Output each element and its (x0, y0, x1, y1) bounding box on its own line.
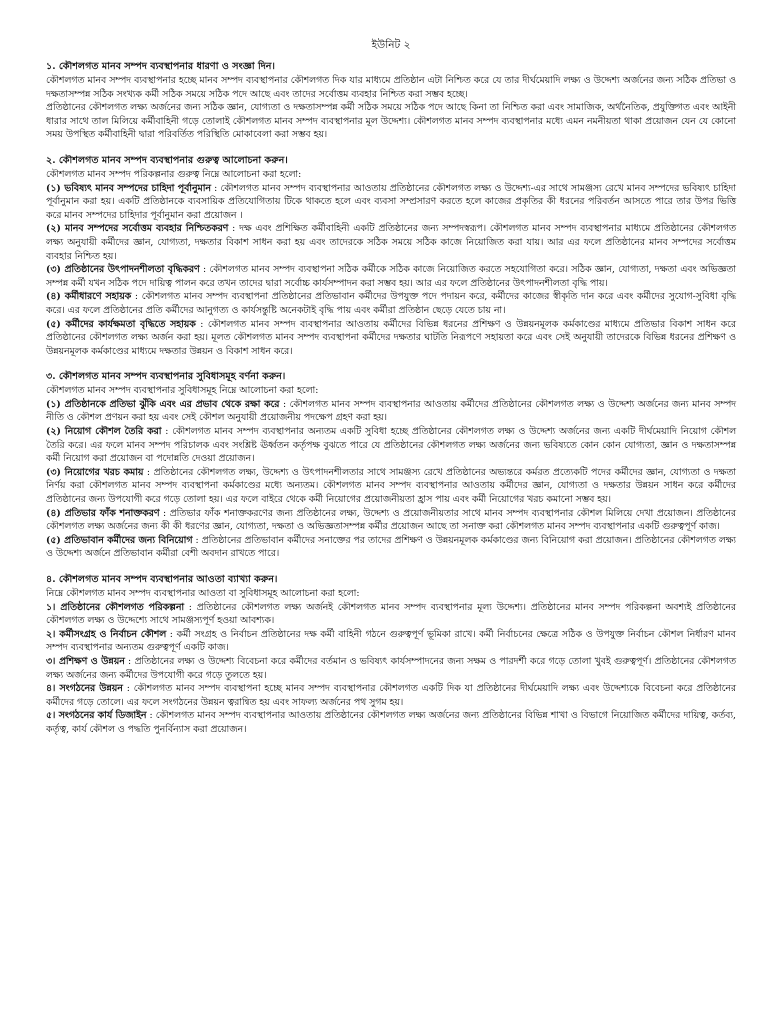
section-2-item (46, 182, 736, 223)
item-heading: ২। কর্মীসংগ্রহ ও নির্বাচন কৌশল (46, 628, 167, 640)
item-heading: (৫) কর্মীদের কার্যক্ষমতা বৃদ্ধিতে সহায়ক (46, 318, 196, 330)
section-4-item (46, 655, 736, 682)
item-body: : কর্মী সংগ্রহ ও নির্বাচন প্রতিষ্ঠানের দক্ষ কর্মী বাহিনী গঠনে গুরুত্বপূর্ণ ভূমিকা রাখে। কর্মী নির্বাচনের ক্ষেত্রে সঠিক ও উপযুক্ত নির্বাচন কৌশল নির্ধারণ মানব সম্পদ ব্যবস্থাপনার অন্যতম গুরুত্বপূর্ণ একটি কাজ। (46, 628, 736, 654)
section-1-paragraph-2: প্রতিষ্ঠানের কৌশলগত লক্ষ্য অর্জনের জন্য সঠিক জ্ঞান, যোগ্যতা ও দক্ষতাসম্পন্ন কর্মী সঠিক সময়ে সঠিক পদে আছে কিনা তা নিশ্চিত করা এবং সামাজিক, অর্থনৈতিক, প্রযুক্তিগত এবং আইনী ধারার সাথে তাল মিলিয়ে কর্মীবাহিনী গড়ে তোলাই কৌশলগত মানব সম্পদ ব্যবস্থাপনার মূল উদ্দেশ্য। কৌশলগত মানব সম্পদ ব্যবস্থাপনার মধ্যে এমন নমনীয়তা থাকা প্রয়োজন যেন যে কোনো সময় উপস্থিত কর্মীবাহিনী দ্বারা পরিবর্তিত পরিস্থিতি মোকাবেলা করা সম্ভব হয়। (46, 102, 736, 141)
item-body: : প্রতিষ্ঠানের কৌশলগত লক্ষ্য অর্জনই কৌশলগত মানব সম্পদ ব্যবস্থাপনার মূল্য উদ্দেশ্য। প্রতিষ্ঠানের মানব সম্পদ পরিকল্পনা অবশ্যই প্রতিষ্ঠানের কৌশলগত লক্ষ্য ও উদ্দেশ্যে সাথে সামঞ্জস্যপূর্ণ হওয়া আবশ্যক। (46, 601, 736, 627)
section-2-item (46, 263, 736, 290)
section-2-item (46, 222, 736, 263)
item-heading: (১) ভবিষ্যৎ মানব সম্পদের চাহিদা পূর্বানুমান (46, 182, 211, 194)
question-2-heading: ২. কৌশলগত মানব সম্পদ ব্যবস্থাপনার গুরুত্ব আলোচনা করুন। (46, 154, 288, 166)
item-heading: ৩। প্রশিক্ষণ ও উন্নয়ন (46, 655, 125, 667)
item-heading: (৪) প্রতিভার ফাঁক শনাক্তকরণ (46, 507, 160, 519)
question-1-heading: ১. কৌশলগত মানব সম্পদ ব্যবস্থাপনার ধারণা ও সংজ্ঞা দিন। (46, 61, 275, 72)
item-body: : প্রতিষ্ঠানের কৌশলগত লক্ষ্য, উদ্দেশ্য ও উৎপাদনশীলতার সাথে সামঞ্জস্য রেখে প্রতিষ্ঠানের অভ্যন্তরে কর্মরত প্রত্যেকটি পদের কর্মীদের জ্ঞান, যোগ্যতা ও দক্ষতা নির্ণয় করা কৌশলগত মানব সম্পদ ব্যবস্থাপনা কর্মকাণ্ডের মধ্যে অন্যতম। কৌশলগত মানব সম্পদ ব্যবস্থাপনার আওতায় কর্মীদের জ্ঞান, যোগ্যতা ও দক্ষতার উন্নয়ন সাধন করে কর্মীদের প্রতিষ্ঠানের জন্য উপযোগী করে গড়ে তোলা হয়। এর ফলে বাইরে থেকে কর্মী নিয়োগের প্রয়োজনীয়তা হ্রাস পায় এবং কর্মী নিয়োগের খরচ কমানো সম্ভব হয়। (46, 466, 737, 506)
section-2 (46, 154, 736, 358)
section-4-item (46, 709, 736, 736)
section-2-item (46, 318, 736, 359)
item-heading: (৪) কর্মীধারণে সহায়ক (46, 291, 132, 303)
item-body: : কৌশলগত মানব সম্পদ ব্যবস্থাপনার আওতায় প্রতিষ্ঠানের কৌশলগত লক্ষ্য অর্জনের জন্য প্রতিষ্ঠানের বিভিন্ন শাখা ও বিভাগে নিয়োজিত কর্মীদের দায়িত্ব, কর্তব্য, কর্তৃত্ব, কার্য কৌশল ও পদ্ধতি পুনর্বিন্যাস করা প্রয়োজন। (46, 710, 736, 735)
section-2-intro: কৌশলগত মানব সম্পদ পরিকল্পনার গুরুত্ব নিম্নে আলোচনা করা হলো: (46, 168, 302, 180)
item-body: : দক্ষ এবং প্রশিক্ষিত কর্মীবাহিনী একটি প্রতিষ্ঠানের জন্য সম্পদস্বরূপ। কৌশলগত মানব সম্পদ ব্যবস্থাপনার মাধ্যমে প্রতিষ্ঠানের কৌশলগত লক্ষ্য অনুযায়ী কর্মীদের জ্ঞান, যোগ্যতা, দক্ষতার বিকাশ সাধন করা হয় এবং তাদেরকে সঠিক সময়ে সঠিক কাজে নিয়োজিত করা যায়। আর এর ফলে প্রতিষ্ঠানের মানব সম্পদের সর্বোত্তম ব্যবহার নিশ্চিত হয়। (46, 223, 736, 262)
section-3-item (46, 425, 736, 466)
item-body: : কৌশলগত মানব সম্পদ ব্যবস্থাপনার আওতায় কর্মীদের প্রতিষ্ঠানের কৌশলগত লক্ষ্য ও উদ্দেশ্য অর্জনের জন্য মানব সম্পদ নীতি ও কৌশল প্রণয়ন করা হয় এবং সেই কৌশল অনুযায়ী প্রয়োজনীয় পদক্ষেপ গ্রহণ করা হয়। (46, 398, 736, 424)
item-heading: ৫। সংগঠনের কার্য ডিজাইন (46, 710, 147, 722)
section-4-item (46, 601, 736, 628)
item-heading: (২) নিয়োগ কৌশল তৈরি করা (46, 426, 162, 438)
section-4-intro: নিম্নে কৌশলগত মানব সম্পদ ব্যবস্থাপনার আওতা বা সুবিধাসমূহ আলোচনা করা হলো: (46, 588, 360, 599)
section-4 (46, 573, 736, 737)
item-heading: (৩) প্রতিষ্ঠানের উৎপাদনশীলতা বৃদ্ধিকরণ (46, 264, 200, 276)
item-body: : কৌশলগত মানব সম্পদ ব্যবস্থাপনার অন্যতম একটি সুবিধা হচ্ছে প্রতিষ্ঠানের কৌশলগত লক্ষ্য ও উদ্দেশ্য অর্জনের জন্য একটি দীর্ঘমেয়াদি নিয়োগ কৌশল তৈরি করে। এর ফলে মানব সম্পদ পরিচালক এবং সংশ্লিষ্ট ঊর্ধ্বতন কর্তৃপক্ষ বুঝতে পারে যে প্রতিষ্ঠানের কৌশলগত লক্ষ্য অর্জনের জন্য ভবিষ্যতে কোন কোন যোগ্যতা, জ্ঞান ও দক্ষতাসম্পন্ন কর্মী নিয়োগ করা প্রয়োজন বা পদোন্নতি দেওয়া প্রয়োজন। (46, 426, 737, 465)
item-body: : প্রতিভার ফাঁক শনাক্তকরণের জন্য প্রতিষ্ঠানের লক্ষ্য, উদ্দেশ্য ও প্রয়োজনীয়তার সাথে মানব সম্পদ ব্যবস্থাপনার কৌশল মিলিয়ে দেখা প্রয়োজন। প্রতিষ্ঠানের কৌশলগত লক্ষ্য অর্জনের জন্য কী কী ধরণের জ্ঞান, যোগ্যতা, দক্ষতা ও অভিজ্ঞতাসম্পন্ন কর্মীর প্রয়োজন আছে তা সনাক্ত করা কৌশলগত মানব সম্পদ ব্যবস্থাপনার একটি গুরুত্বপূর্ণ কাজ। (46, 507, 736, 533)
section-3-intro: কৌশলগত মানব সম্পদ ব্যবস্থাপনার সুবিধাসমূহ নিম্নে আলোচনা করা হলো: (46, 385, 319, 397)
item-heading: (২) মানব সম্পদের সর্বোত্তম ব্যবহার নিশ্চিতকরণ (46, 223, 229, 235)
item-body: : কৌশলগত মানব সম্পদ ব্যবস্থাপনা হচ্ছে মানব সম্পদ ব্যবস্থাপনার কৌশলগত একটি দিক যা প্রতিষ্ঠানের দীর্ঘমেয়াদি লক্ষ্য এবং উদ্দেশ্যকে বিবেচনা করে প্রতিষ্ঠানের কর্মীদের গড়ে তোলে। এর ফলে সংগঠনের উন্নয়ন ত্বরান্বিত হয় এবং সাফল্য অর্জনের পথ সুগম হয়। (46, 683, 736, 708)
item-heading: (৩) নিয়োগের খরচ কমায় (46, 466, 144, 478)
section-2-item (46, 290, 736, 317)
section-3-item (46, 507, 736, 534)
item-body: : প্রতিষ্ঠানের প্রতিভাবান কর্মীদের সনাক্তের পর তাদের প্রশিক্ষণ ও উন্নয়নমূলক কর্মকাণ্ডের জন্য বিনিয়োগ করা প্রয়োজন। প্রতিষ্ঠানের কৌশলগত লক্ষ্য ও উদ্দেশ্য অর্জনে প্রতিভাবান কর্মীরা বেশী অবদান রাখতে পারে। (46, 534, 736, 560)
section-3-item (46, 534, 736, 561)
item-body: : কৌশলগত মানব সম্পদ ব্যবস্থাপনার আওতায় প্রতিষ্ঠানের কৌশলগত লক্ষ্য ও উদ্দেশ্য-এর সাথে সামঞ্জস্য রেখে মানব সম্পদের ভবিষ্যৎ চাহিদা পূর্বানুমান করা হয়। একটি প্রতিষ্ঠানকে ব্যবসায়িক প্রতিযোগিতায় টিকে থাকতে হলে এবং ব্যবসা সম্প্রসারণ করতে হলে কাজের প্রকৃতির কী ধরনের পরিবর্তন আসতে পারে তার উপর ভিত্তি করে মানব সম্পদের চাহিদার পূর্বানুমান করা প্রয়োজন । (46, 182, 736, 221)
question-3-heading: ৩. কৌশলগত মানব সম্পদ ব্যবস্থাপনার সুবিধাসমূহ বর্ণনা করুন। (46, 371, 286, 383)
item-heading: ১। প্রতিষ্ঠানের কৌশলগত পরিকল্পনা (46, 601, 185, 613)
section-3-item (46, 398, 736, 425)
section-1-paragraph-1: কৌশলগত মানব সম্পদ ব্যবস্থাপনার হচ্ছে মানব সম্পদ ব্যবস্থাপনার কৌশলগত দিক যার মাধ্যমে প্রতিষ্ঠান এটা নিশ্চিত করে যে তার দীর্ঘমেয়াদি লক্ষ্য ও উদ্দেশ্য অর্জনের জন্য সঠিক প্রতিভা ও দক্ষতাসম্পন্ন সঠিক সংখ্যক কর্মী সঠিক সময়ে সঠিক পদে আছে এবং তাদের সর্বোত্তম ব্যবহার নিশ্চিত করা সম্ভব হচ্ছে। (46, 75, 736, 100)
item-heading: (৫) প্রতিভাবান কর্মীদের জন্য বিনিয়োগ (46, 534, 193, 546)
item-body: : কৌশলগত মানব সম্পদ ব্যবস্থাপনা প্রতিষ্ঠানের প্রতিভাবান কর্মীদের উপযুক্ত পদে পদায়ন করে, কর্মীদের কাজের স্বীকৃতি দান করে এবং কর্মীদের সুযোগ-সুবিধা বৃদ্ধি করে। এর ফলে প্রতিষ্ঠানের প্রতি কর্মীদের আনুগত্য ও কার্যসন্তুষ্টি অনেকটাই বৃদ্ধি পায় এবং কর্মীরা প্রতিষ্ঠান ছেড়ে যেতে চায় না। (46, 291, 736, 316)
section-1 (46, 60, 736, 142)
question-4-heading: ৪. কৌশলগত মানব সম্পদ ব্যবস্থাপনার আওতা ব্যাখ্যা করুন। (46, 574, 278, 585)
section-3 (46, 370, 736, 561)
document-page (46, 38, 736, 749)
section-4-item (46, 628, 736, 655)
item-body: : প্রতিষ্ঠানের লক্ষ্য ও উদ্দেশ্য বিবেচনা করে কর্মীদের বর্তমান ও ভবিষ্যৎ কার্যসম্পাদনের জন্য সক্ষম ও পারদর্শী করে গড়ে তোলা খুবই গুরুত্বপূর্ণ। প্রতিষ্ঠানের কৌশলগত লক্ষ্য অর্জনের জন্য কর্মীদের উপযোগী করে গড়ে তুলতে হয়। (46, 655, 737, 681)
section-4-item (46, 682, 736, 709)
unit-title: ইউনিট ২ (371, 39, 411, 51)
item-heading: ৪। সংগঠনের উন্নয়ন (46, 683, 123, 695)
item-body: : কৌশলগত মানব সম্পদ ব্যবস্থাপনার আওতায় কর্মীদের বিভিন্ন ধরনের প্রশিক্ষণ ও উন্নয়নমূলক কর্মকাণ্ডের মাধ্যমে প্রতিভার বিকাশ সাধন করে প্রতিষ্ঠানের কৌশলগত লক্ষ্য অর্জন করা হয়। মূলত কৌশলগত মানব সম্পদ ব্যবস্থাপনা কর্মীদের দক্ষতার ঘাটতি নিরূপণে সহায়তা করে এবং সেই অনুযায়ী তাদেরকে বিভিন্ন ধরনের প্রশিক্ষণ ও উন্নয়নমূলক কর্মকাণ্ডের মাধ্যমে দক্ষতার উন্নয়ন ও বিকাশ সাধন করে। (46, 318, 737, 357)
item-heading: (১) প্রতিষ্ঠানকে প্রতিভা ঝুঁকি এবং এর প্রভাব থেকে রক্ষা করে (46, 398, 280, 410)
section-3-item (46, 466, 736, 507)
item-body: : কৌশলগত মানব সম্পদ ব্যবস্থাপনা সঠিক কর্মীকে সঠিক কাজে নিয়োজিত করতে সহযোগিতা করে। সঠিক জ্ঞান, যোগ্যতা, দক্ষতা এবং অভিজ্ঞতা সম্পন্ন কর্মী যখন সঠিক পদে দায়িত্ব পালন করে তখন তাদের দ্বারা সর্বোচ্চ কার্যসম্পাদন করা সম্ভব হয়। আর এর ফলে প্রতিষ্ঠানের উৎপাদনশীলতা বৃদ্ধি পায়। (46, 264, 736, 289)
